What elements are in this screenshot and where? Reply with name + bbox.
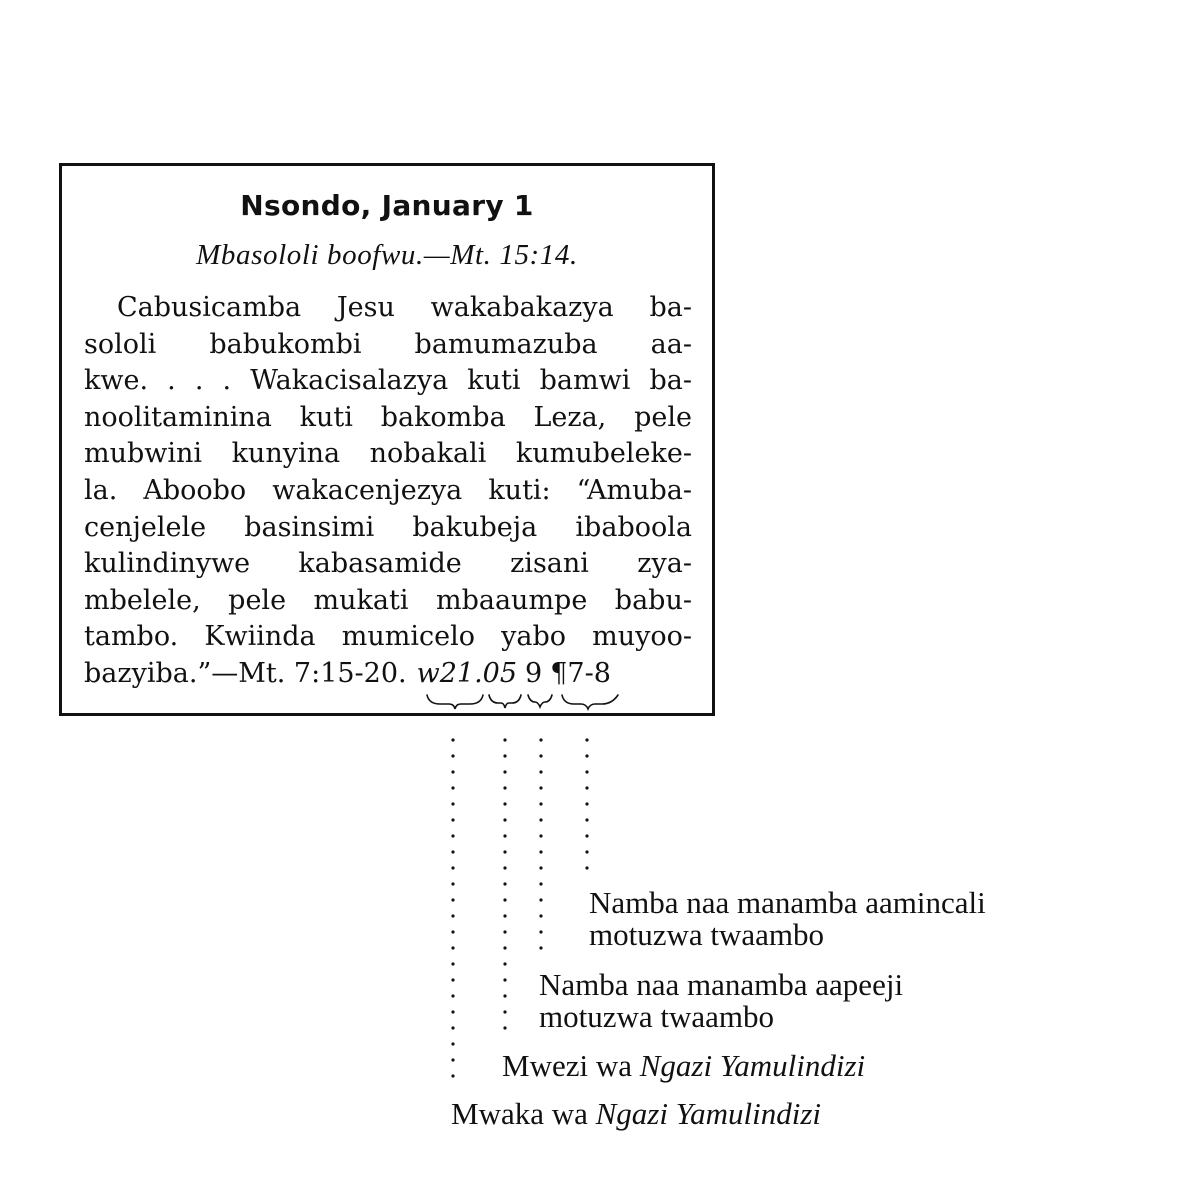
body-word: bakomba [380, 401, 506, 433]
body-word: . [222, 365, 232, 397]
body-word: Wakacisalazya [250, 365, 449, 397]
year-label-publication: Ngazi Yamulindizi [595, 1096, 822, 1131]
body-word: mbelele, [84, 584, 201, 616]
body-word: Kwiinda [204, 621, 316, 653]
paragraphs-label-line2: motuzwa twaambo [589, 917, 825, 952]
body-word: yabo [501, 621, 566, 653]
month-label-publication: Ngazi Yamulindizi [639, 1048, 866, 1083]
body-last-line-text: bazyiba.”—Mt. 7:15-20. [84, 657, 407, 689]
body-word: muyoo- [592, 621, 692, 653]
year-label [451, 1098, 821, 1130]
body-word: zisani [510, 548, 589, 580]
body-word: Aboobo [143, 474, 247, 506]
body-word: wakabakazya [430, 292, 614, 323]
body-word: zya- [637, 548, 692, 580]
body-word: pele [228, 584, 287, 616]
body-word: ba- [649, 292, 692, 323]
body-word: Cabusicamba [117, 292, 302, 323]
pages-label [539, 969, 903, 1033]
body-word: aa- [650, 328, 692, 360]
body-word: kulindinywe [84, 548, 251, 580]
brace-page-icon [528, 695, 552, 707]
body-word: mukati [313, 584, 409, 616]
body-word: pele [634, 401, 692, 433]
body-word: Leza, [533, 401, 607, 433]
body-word: . [167, 365, 176, 397]
body-word: kuti [299, 401, 353, 433]
body-word: noolitaminina [84, 401, 272, 433]
body-word: kabasamide [298, 548, 462, 580]
body-word: la. [84, 474, 118, 506]
body-word: kuti [467, 365, 521, 397]
body-word: ibaboola [575, 511, 692, 543]
ref-paragraphs: ¶7-8 [550, 657, 611, 689]
body-word: kunyina [231, 438, 341, 470]
ref-page: 9 [525, 657, 543, 689]
paragraphs-label [589, 887, 986, 951]
year-label-prefix: Mwaka wa [451, 1096, 588, 1131]
brace-paragraphs-icon [562, 695, 618, 709]
card-theme-verse: Mbasololi boofwu.—Mt. 15:14. [196, 239, 578, 271]
body-word: bamwi [539, 365, 631, 397]
body-word: . [194, 365, 204, 397]
body-word: sololi [84, 328, 157, 360]
ref-issue: .05 [474, 657, 518, 689]
body-word: mumicelo [341, 621, 475, 653]
body-word: kwe. [84, 365, 149, 397]
pages-label-line1: Namba naa manamba aapeeji [539, 967, 904, 1002]
ref-year: w21 [416, 657, 475, 689]
body-word: babu- [614, 584, 692, 616]
body-word: ba- [649, 365, 692, 397]
pages-label-line2: motuzwa twaambo [539, 999, 775, 1034]
body-word: bamumazuba [414, 328, 598, 360]
body-word: basinsimi [244, 511, 375, 543]
body-word: nobakali [369, 438, 487, 470]
paragraphs-label-line1: Namba naa manamba aamincali [589, 885, 986, 920]
body-word: babukombi [209, 328, 362, 360]
body-word: mbaaumpe [435, 584, 588, 616]
card-date-heading: Nsondo, January 1 [240, 189, 534, 222]
body-word: tambo. [84, 621, 179, 653]
body-word: bakubeja [412, 511, 538, 543]
body-word: kumubeleke- [515, 438, 692, 470]
body-word: wakacenjezya [272, 474, 463, 506]
body-word: mubwini [84, 438, 203, 470]
body-word: cenjelele [84, 511, 207, 543]
brace-year-icon [427, 695, 483, 709]
body-word: Jesu [336, 292, 395, 323]
body-word: “Amuba- [576, 474, 692, 506]
body-word: kuti: [488, 474, 551, 506]
brace-issue-icon [489, 695, 521, 708]
month-label-prefix: Mwezi wa [502, 1048, 632, 1083]
month-label [502, 1050, 865, 1082]
